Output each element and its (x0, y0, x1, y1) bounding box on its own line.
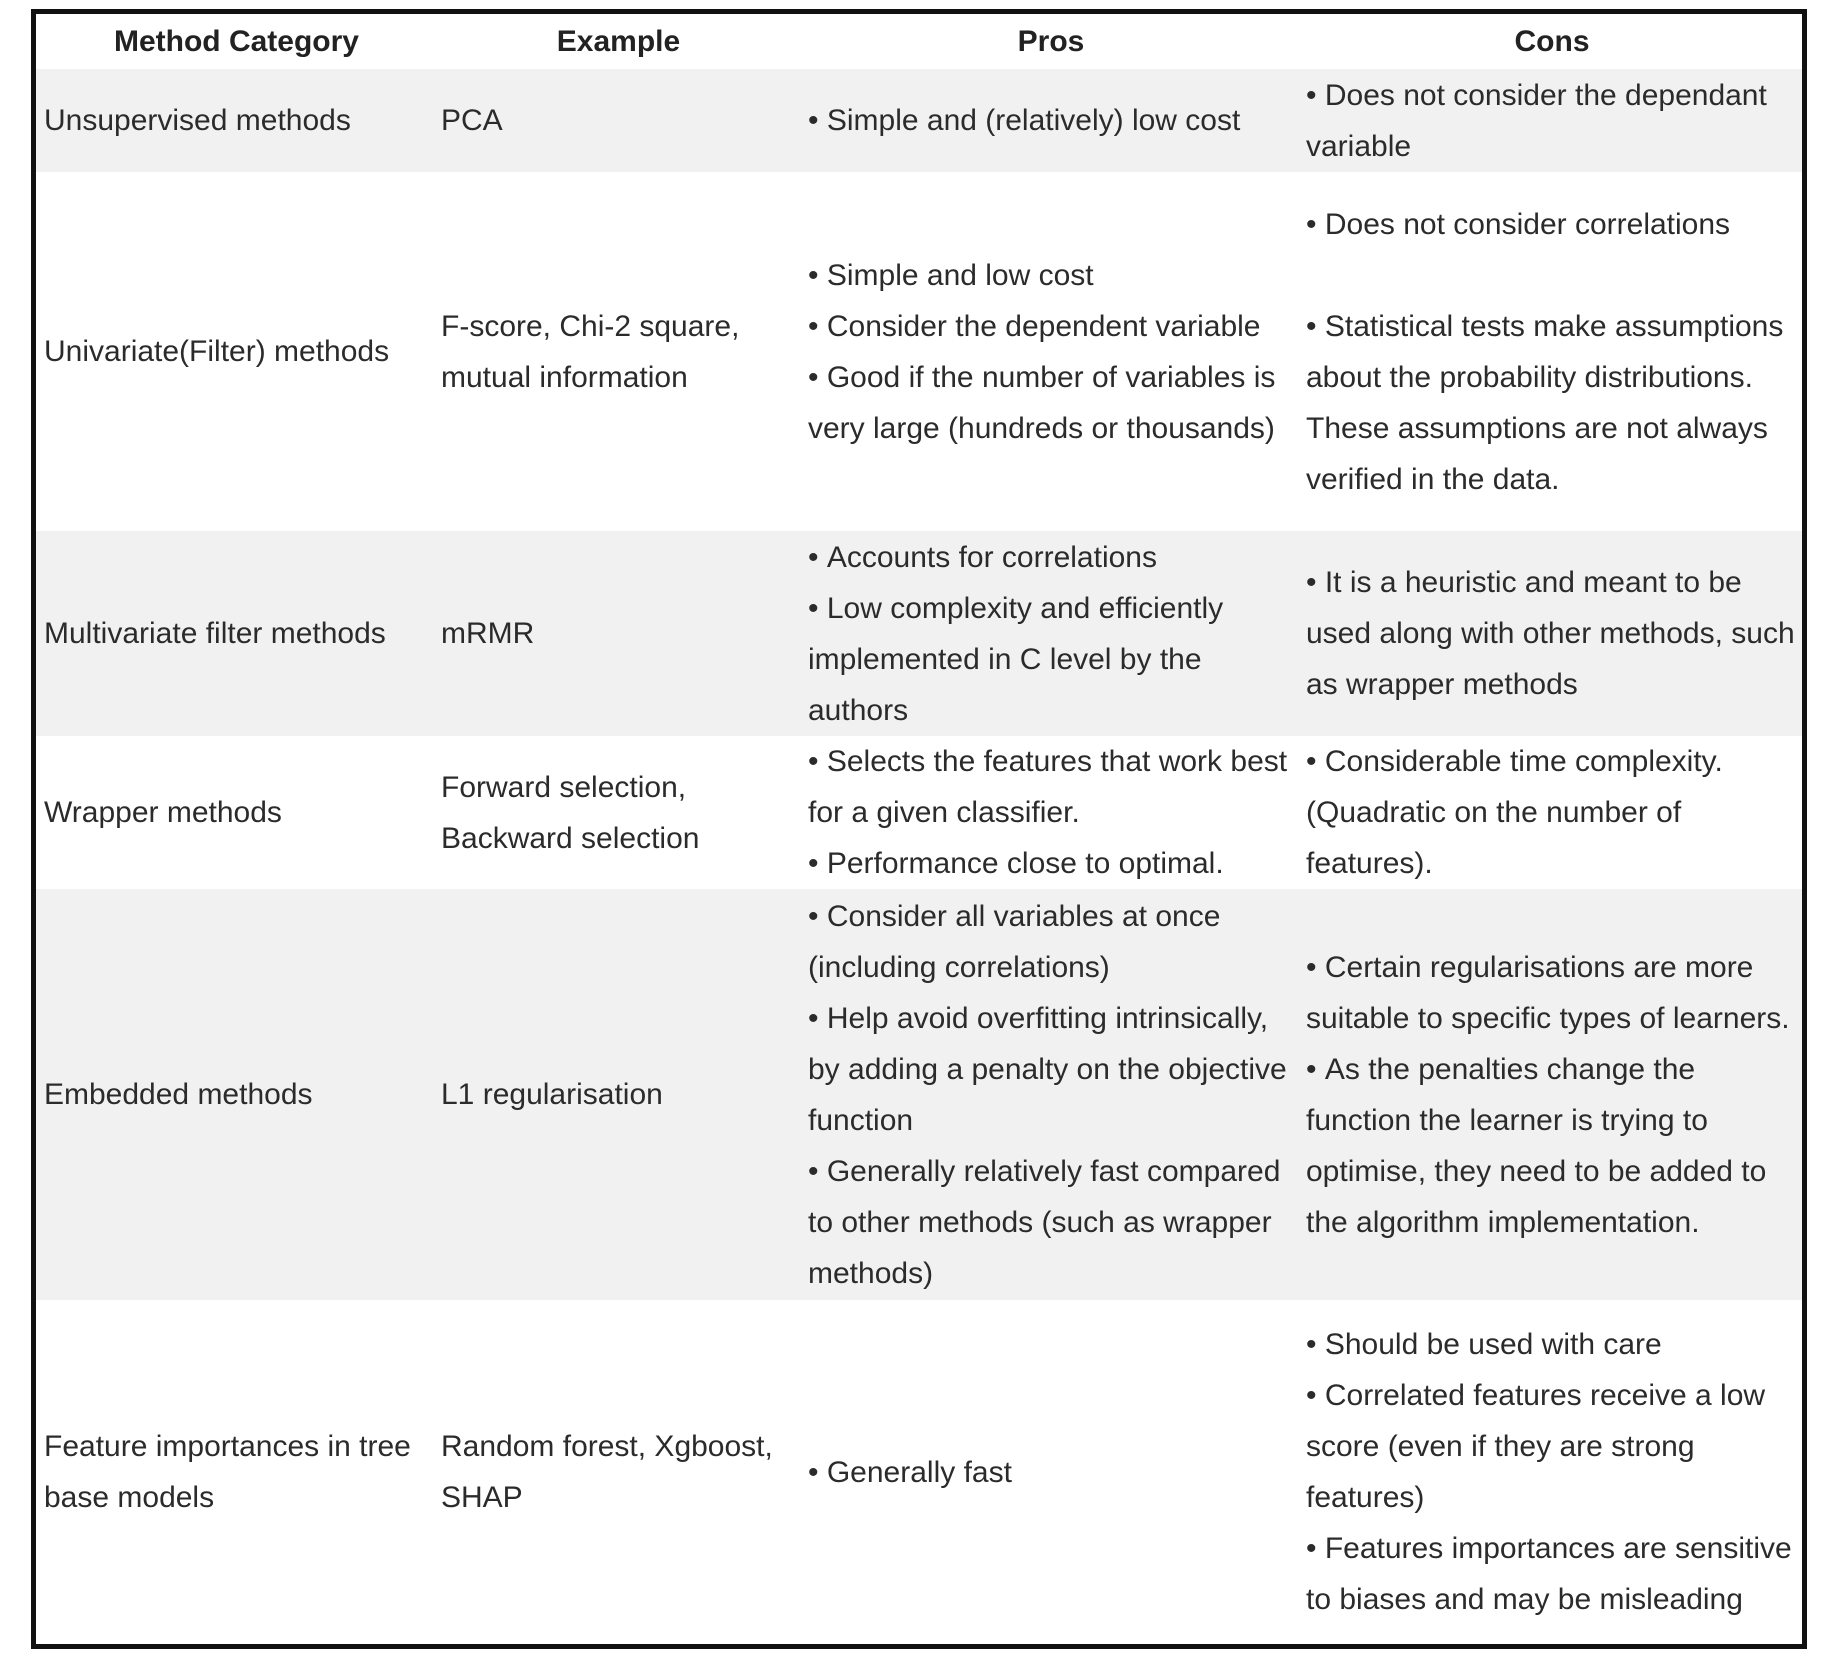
table-row-1-example: PCA (433, 69, 800, 172)
comparison-table-frame (31, 9, 1807, 1649)
pros-item: • Generally relatively fast compared to other methods (such as wrapper methods) (808, 1146, 1294, 1299)
table-row-6-example: Random forest, Xgboost, SHAP (433, 1300, 800, 1644)
cons-item: • Should be used with care (1306, 1319, 1798, 1370)
cons-item: • Correlated features receive a low score (even if they are strong features) (1306, 1370, 1798, 1523)
pros-item: • Generally fast (808, 1447, 1294, 1498)
pros-item: • Simple and (relatively) low cost (808, 95, 1294, 146)
cons-item: • Does not consider correlations (1306, 199, 1798, 250)
table-row-4-example: Forward selection, Backward selection (433, 736, 800, 889)
table-row-1-pros (800, 69, 1298, 172)
cons-item: • It is a heuristic and meant to be used along with other methods, such as wrapper methods (1306, 557, 1798, 710)
table-row-2-cons (1298, 172, 1802, 531)
table-row-6-category: Feature importances in tree base models (36, 1300, 433, 1644)
table-row-2-category: Univariate(Filter) methods (36, 172, 433, 531)
pros-item: • Performance close to optimal. (808, 838, 1294, 889)
pros-item: • Good if the number of variables is very large (hundreds or thousands) (808, 352, 1294, 454)
pros-item: • Accounts for correlations (808, 532, 1294, 583)
table-row-6-cons (1298, 1300, 1802, 1644)
table-row-5-category: Embedded methods (36, 889, 433, 1300)
table-row-5-cons (1298, 889, 1802, 1300)
pros-item: • Help avoid overfitting intrinsically, by adding a penalty on the objective function (808, 993, 1294, 1146)
table-row-3-cons (1298, 531, 1802, 736)
table-row-6-pros (800, 1300, 1298, 1644)
table-row-1-category: Unsupervised methods (36, 69, 433, 172)
table-row-3-example: mRMR (433, 531, 800, 736)
table-row-5-pros (800, 889, 1298, 1300)
table-row-3-category: Multivariate filter methods (36, 531, 433, 736)
table-row-4-cons (1298, 736, 1802, 889)
header-example: Example (433, 14, 800, 69)
table-row-4-category: Wrapper methods (36, 736, 433, 889)
table-row-3-pros (800, 531, 1298, 736)
cons-item: • Considerable time complexity. (Quadratic on the number of features). (1306, 736, 1798, 889)
pros-item: • Consider the dependent variable (808, 301, 1294, 352)
pros-item: • Selects the features that work best for a given classifier. (808, 736, 1294, 838)
header-cons: Cons (1298, 14, 1802, 69)
pros-item: • Low complexity and efficiently implemented in C level by the authors (808, 583, 1294, 736)
pros-item: • Simple and low cost (808, 250, 1294, 301)
cons-item: • As the penalties change the function the learner is trying to optimise, they need to be added to the algorithm implementation. (1306, 1044, 1798, 1248)
table-row-2-example: F-score, Chi-2 square, mutual information (433, 172, 800, 531)
header-method-category: Method Category (36, 14, 433, 69)
header-pros: Pros (800, 14, 1298, 69)
cons-item: • Does not consider the dependant variable (1306, 70, 1798, 172)
cons-item: • Certain regularisations are more suitable to specific types of learners. (1306, 942, 1798, 1044)
cons-spacer (1306, 250, 1798, 301)
table-row-5-example: L1 regularisation (433, 889, 800, 1300)
cons-item: • Statistical tests make assumptions about the probability distributions. These assumptions are not always verified in the data. (1306, 301, 1798, 505)
cons-item: • Features importances are sensitive to biases and may be misleading (1306, 1523, 1798, 1625)
comparison-table (36, 14, 1802, 1644)
table-row-4-pros (800, 736, 1298, 889)
pros-item: • Consider all variables at once (including correlations) (808, 891, 1294, 993)
table-row-2-pros (800, 172, 1298, 531)
table-row-1-cons (1298, 69, 1802, 172)
